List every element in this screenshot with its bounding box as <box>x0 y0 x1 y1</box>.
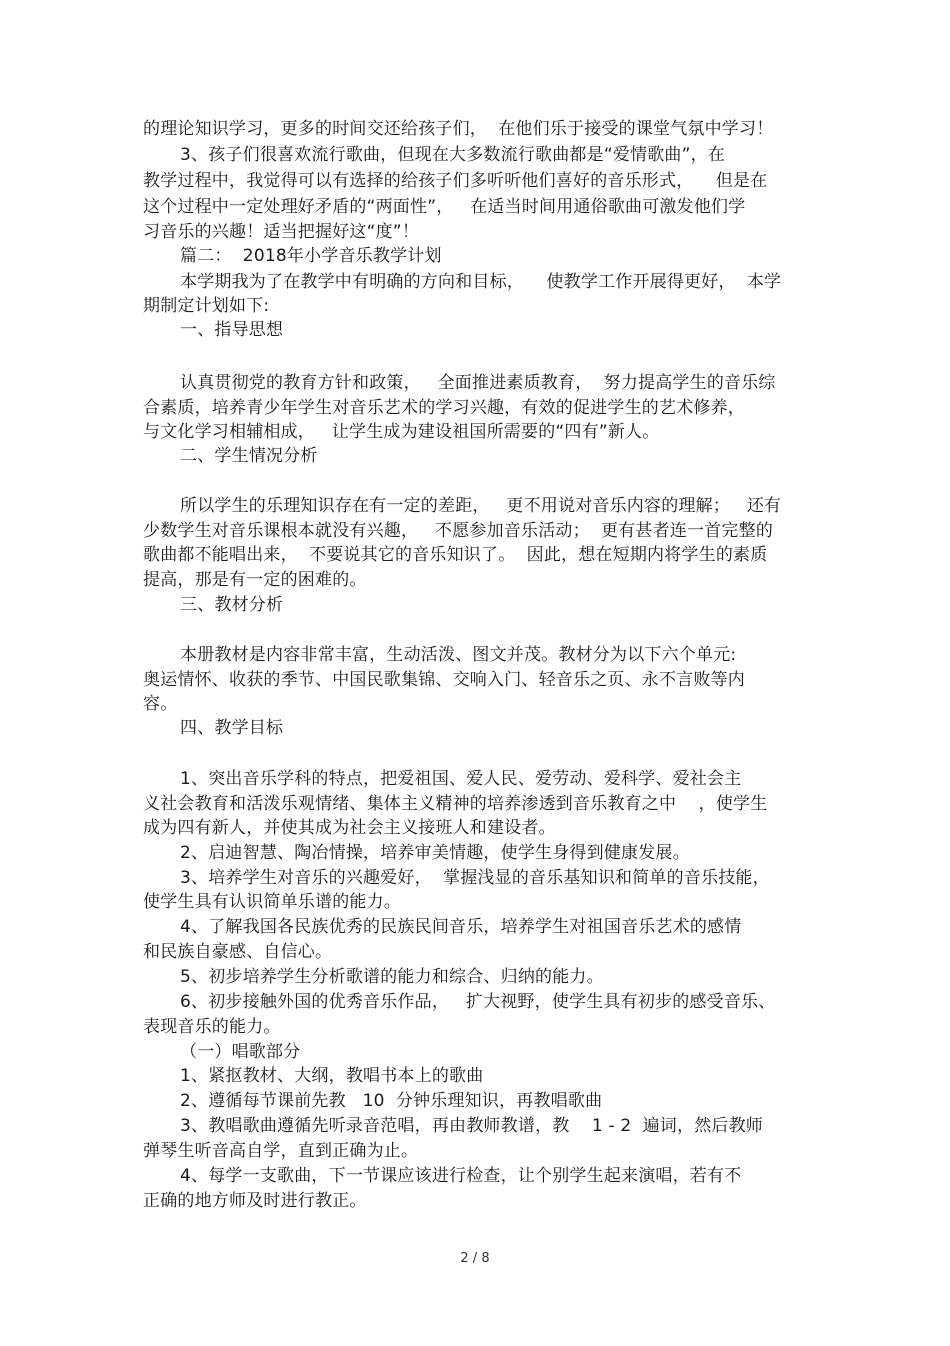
text-line: 2、启迪智慧、陶冶情操，培养审美情趣，使学生身得到健康发展。 <box>180 843 690 863</box>
text-line: 的理论知识学习，更多的时间交还给孩子们， 在他们乐于接受的课堂气氛中学习！ <box>143 119 774 139</box>
text-line: 合素质，培养青少年学生对音乐艺术的学习兴趣，有效的促进学生的艺术修养， <box>143 398 745 418</box>
text-line: 1、突出音乐学科的特点，把爱祖国、爱人民、爱劳动、爱科学、爱社会主 <box>180 769 742 789</box>
text-line: 与文化学习相辅相成， 让学生成为建设祖国所需要的“四有”新人。 <box>143 422 660 442</box>
text-line: 3、教唱歌曲遵循先听录音范唱，再由教师教谱，教 1 - 2 遍词，然后教师 <box>180 1116 764 1136</box>
text-line: 习音乐的兴趣！适当把握好这“度”！ <box>143 222 420 242</box>
text-line: 表现音乐的能力。 <box>143 1017 281 1037</box>
text-line: 本册教材是内容非常丰富，生动活泼、图文并茂。教材分为以下六个单元: <box>180 645 737 665</box>
text-line: 所以学生的乐理知识存在有一定的差距， 更不用说对音乐内容的理解； 还有 <box>180 496 782 516</box>
text-line: 成为四有新人，并使其成为社会主义接班人和建设者。 <box>143 818 556 838</box>
text-line: 期制定计划如下: <box>143 296 270 316</box>
section-heading: （一）唱歌部分 <box>180 1042 301 1062</box>
text-line: 4、了解我国各民族优秀的民族民间音乐，培养学生对祖国音乐艺术的感情 <box>180 917 742 937</box>
text-line: 奥运情怀、收获的季节、中国民歌集锦、交响入门、轻音乐之页、永不言败等内 <box>143 670 745 690</box>
text-line: 2、遵循每节课前先教 10 分钟乐理知识，再教唱歌曲 <box>180 1091 603 1111</box>
text-line: 和民族自豪感、自信心。 <box>143 942 333 962</box>
text-line: 少数学生对音乐课根本就没有兴趣， 不愿参加音乐活动； 更有甚者连一首完整的 <box>143 521 774 541</box>
text-line: 认真贯彻党的教育方针和政策， 全面推进素质教育， 努力提高学生的音乐综 <box>180 373 776 393</box>
text-line: 提高，那是有一定的困难的。 <box>143 570 367 590</box>
text-line: 歌曲都不能唱出来， 不要说其它的音乐知识了。 因此，想在短期内将学生的素质 <box>143 545 768 565</box>
section-heading: 二、学生情况分析 <box>180 446 318 466</box>
text-line: 3、培养学生对音乐的兴趣爱好， 掌握浅显的音乐基知识和简单的音乐技能， <box>180 868 770 888</box>
section-heading: 四、教学目标 <box>180 718 284 738</box>
text-line: 5、初步培养学生分析歌谱的能力和综合、归纳的能力。 <box>180 967 604 987</box>
text-line: 3、孩子们很喜欢流行歌曲，但现在大多数流行歌曲都是“爱情歌曲”，在 <box>180 145 726 165</box>
text-line: 1、紧抠教材、大纲，教唱书本上的歌曲 <box>180 1066 484 1086</box>
section-heading: 三、教材分析 <box>180 595 284 615</box>
text-line: 6、初步接触外国的优秀音乐作品， 扩大视野，使学生具有初步的感受音乐、 <box>180 992 776 1012</box>
text-line: 正确的地方师及时进行教正。 <box>143 1191 367 1211</box>
text-line: 义社会教育和活泼乐观情绪、集体主义精神的培养渗透到音乐教育之中 ，使学生 <box>143 794 768 814</box>
text-line: 使学生具有认识简单乐谱的能力。 <box>143 892 401 912</box>
text-line: 4、每学一支歌曲，下一节课应该进行检查，让个别学生起来演唱，若有不 <box>180 1166 742 1186</box>
section-heading: 篇二： 2018年小学音乐教学计划 <box>180 246 442 266</box>
text-line: 弹琴生听音高自学，直到正确为止。 <box>143 1141 419 1161</box>
text-line: 本学期我为了在教学中有明确的方向和目标， 使教学工作开展得更好， 本学 <box>180 272 782 292</box>
text-line: 这个过程中一定处理好矛盾的“两面性”， 在适当时间用通俗歌曲可激发他们学 <box>143 197 746 217</box>
text-line: 教学过程中，我觉得可以有选择的给孩子们多听听他们喜好的音乐形式， 但是在 <box>143 171 768 191</box>
page-number: 2 / 8 <box>460 1251 490 1266</box>
section-heading: 一、指导思想 <box>180 320 284 340</box>
text-line: 容。 <box>143 694 178 714</box>
